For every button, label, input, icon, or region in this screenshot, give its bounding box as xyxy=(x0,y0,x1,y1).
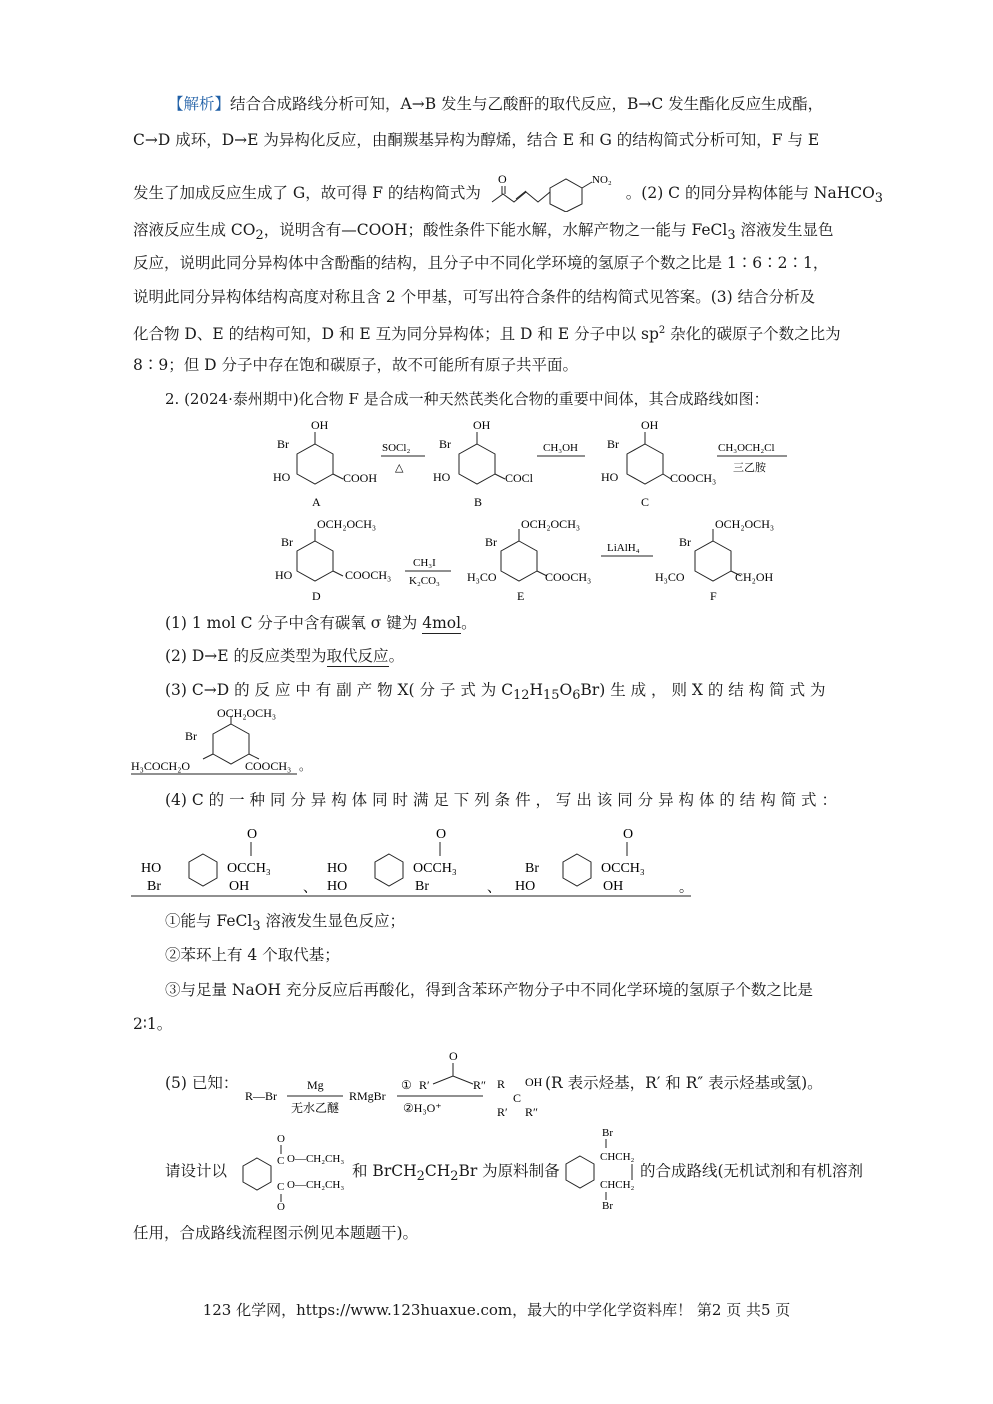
svg-text:H₃COCH₂O: H₃COCH₂O xyxy=(131,759,191,773)
svg-text:、: 、 xyxy=(303,881,317,896)
analysis-line-5: 反应，说明此同分异构体中含酚酯的结构，且分子中不同化学环境的氢原子个数之比是 1∶6∶2∶1， xyxy=(133,254,829,272)
svg-text:OH: OH xyxy=(229,879,250,894)
q2-part5-design-b: 和 $BrCH_2CH_2Br$ 为原料制备 xyxy=(352,1162,560,1185)
q2-part1: (1) 1 mol C 分子中含有碳氧 σ 键为 4mol。 xyxy=(165,614,477,632)
svg-text:O: O xyxy=(247,827,258,842)
svg-text:CHCH₂: CHCH₂ xyxy=(600,1151,635,1163)
svg-text:O—CH₂CH₃: O—CH₂CH₃ xyxy=(287,1179,345,1191)
svg-text:C: C xyxy=(641,495,650,509)
q2-part3: (3) C→D 的 反 应 中 有 副 产 物 X( 分 子 式 为 $C_{12}H_{15}O_6Br$) 生 成 ， 则 X 的 结 构 简 式 为 xyxy=(165,681,826,704)
target-structure xyxy=(562,1126,652,1210)
svg-text:OCH₂OCH₃: OCH₂OCH₃ xyxy=(521,517,581,531)
svg-text:CH₃I: CH₃I xyxy=(413,557,436,569)
svg-text:HO: HO xyxy=(433,470,451,484)
compound-e xyxy=(467,517,591,603)
svg-text:Br: Br xyxy=(607,437,619,451)
isomer-1 xyxy=(141,827,271,894)
svg-text:R: R xyxy=(497,1077,506,1091)
svg-text:R′: R′ xyxy=(419,1078,430,1092)
svg-text:HO: HO xyxy=(515,879,536,894)
q2-part5-label: (5) 已知： xyxy=(165,1074,239,1092)
compound-f xyxy=(655,517,774,603)
known-grignard-reaction xyxy=(245,1048,545,1118)
svg-text:OCCH₃: OCCH₃ xyxy=(227,861,271,876)
svg-text:Br: Br xyxy=(602,1200,613,1210)
svg-text:CH₂OH: CH₂OH xyxy=(735,570,774,584)
compound-a xyxy=(273,418,377,509)
svg-text:OH: OH xyxy=(603,879,624,894)
svg-text:R′: R′ xyxy=(497,1105,508,1118)
svg-text:Br: Br xyxy=(281,535,293,549)
svg-text:①: ① xyxy=(401,1078,412,1092)
svg-text:H₃CO: H₃CO xyxy=(467,570,497,584)
isomer-2 xyxy=(327,827,457,894)
svg-text:O: O xyxy=(449,1049,458,1063)
svg-text:HO: HO xyxy=(275,568,293,582)
svg-text:B: B xyxy=(474,495,483,509)
svg-text:OH: OH xyxy=(311,418,329,432)
svg-text:C: C xyxy=(513,1091,522,1105)
analysis-line-4: 溶液反应生成 $CO_2$，说明含有—COOH；酸性条件下能水解，水解产物之一能与 FeCl$_3$ 溶液发生显色 xyxy=(133,221,834,244)
svg-text:COCl: COCl xyxy=(505,471,534,485)
answer-3-structure-x xyxy=(131,708,331,776)
svg-text:NO₂: NO₂ xyxy=(591,174,612,186)
svg-text:HO: HO xyxy=(327,879,348,894)
svg-text:OH: OH xyxy=(473,418,491,432)
svg-text:O: O xyxy=(497,172,507,186)
analysis-line-3: 发生了加成反应生成了 G，故可得 F 的结构简式为 O NO₂ 。(2) C 的同分异构体能与 NaHCO$_3$ xyxy=(133,172,868,212)
compound-b xyxy=(433,418,534,509)
q2-part2: (2) D→E 的反应类型为取代反应。 xyxy=(165,647,405,665)
isomer-3 xyxy=(515,827,645,894)
svg-text:E: E xyxy=(517,589,525,603)
svg-text:△: △ xyxy=(395,462,404,474)
svg-text:Br: Br xyxy=(439,437,451,451)
condition-2: ②苯环上有 4 个取代基； xyxy=(165,946,340,964)
diester-structure xyxy=(235,1128,355,1212)
svg-text:。: 。 xyxy=(299,759,312,773)
synthesis-scheme xyxy=(255,416,815,606)
svg-text:HO: HO xyxy=(601,470,619,484)
svg-text:②H₃O⁺: ②H₃O⁺ xyxy=(403,1101,442,1115)
condition-3: ③与足量 NaOH 充分反应后再酸化，得到含苯环产物分子中不同化学环境的氢原子个数之比是 xyxy=(165,981,813,999)
svg-text:F: F xyxy=(710,589,717,603)
q2-part5-design-c: 的合成路线(无机试剂和有机溶剂 xyxy=(640,1162,864,1180)
analysis-line-1: 【解析】结合合成路线分析可知，A→B 发生与乙酸酐的取代反应，B→C 发生酯化反应生成酯， xyxy=(168,95,824,113)
svg-text:OH: OH xyxy=(641,418,659,432)
svg-text:O: O xyxy=(436,827,447,842)
answer-1: 4mol xyxy=(422,614,462,632)
svg-text:K₂CO₃: K₂CO₃ xyxy=(409,575,440,587)
svg-text:OCH₂OCH₃: OCH₂OCH₃ xyxy=(217,708,277,720)
svg-text:D: D xyxy=(312,589,321,603)
svg-text:OCCH₃: OCCH₃ xyxy=(601,861,645,876)
svg-text:A: A xyxy=(312,495,321,509)
svg-text:O: O xyxy=(277,1133,285,1145)
svg-text:COOH: COOH xyxy=(343,471,378,485)
known-note: (R 表示烃基，R′ 和 R″ 表示烃基或氢)。 xyxy=(545,1074,823,1092)
svg-text:HO: HO xyxy=(273,470,291,484)
svg-text:HO: HO xyxy=(327,861,348,876)
svg-text:Br: Br xyxy=(185,729,197,743)
svg-text:。: 。 xyxy=(679,881,693,896)
svg-text:三乙胺: 三乙胺 xyxy=(733,462,766,474)
svg-text:R″: R″ xyxy=(473,1078,487,1092)
svg-text:H₃CO: H₃CO xyxy=(655,570,685,584)
q2-part4: (4) C 的 一 种 同 分 异 构 体 同 时 满 足 下 列 条 件 ， 写 出 该 同 分 异 构 体 的 结 构 简 式 ： xyxy=(165,791,837,809)
svg-text:COOCH₃: COOCH₃ xyxy=(545,570,592,584)
svg-text:R—Br: R—Br xyxy=(245,1089,278,1103)
svg-text:LiAlH₄: LiAlH₄ xyxy=(607,542,640,554)
answer-2: 取代反应 xyxy=(326,647,389,665)
svg-text:COOCH₃: COOCH₃ xyxy=(245,759,292,773)
compound-d xyxy=(275,517,391,603)
compound-c xyxy=(601,418,716,509)
svg-text:Br: Br xyxy=(147,879,161,894)
svg-text:无水乙醚: 无水乙醚 xyxy=(291,1101,340,1115)
analysis-line-8: 8∶9；但 D 分子中存在饱和碳原子，故不可能所有原子共平面。 xyxy=(133,356,579,374)
svg-text:CHCH₂: CHCH₂ xyxy=(600,1179,635,1191)
svg-text:CH₃OCH₂Cl: CH₃OCH₂Cl xyxy=(718,442,775,454)
svg-text:C: C xyxy=(277,1155,285,1167)
svg-text:OCCH₃: OCCH₃ xyxy=(413,861,457,876)
analysis-line-6: 说明此同分异构体结构高度对称且含 2 个甲基，可写出符合条件的结构简式见答案。(3) 结合分析及 xyxy=(133,288,816,306)
svg-text:Br: Br xyxy=(485,535,497,549)
svg-text:COOCH₃: COOCH₃ xyxy=(345,568,392,582)
svg-text:Br: Br xyxy=(415,879,429,894)
svg-text:O: O xyxy=(623,827,634,842)
condition-3-cont: 2∶1。 xyxy=(133,1015,173,1033)
svg-text:CH₃OH: CH₃OH xyxy=(543,442,579,454)
svg-text:O: O xyxy=(277,1201,285,1212)
svg-text:OCH₂OCH₃: OCH₂OCH₃ xyxy=(715,517,775,531)
svg-text:Br: Br xyxy=(525,861,539,876)
svg-text:O—CH₂CH₃: O—CH₂CH₃ xyxy=(287,1153,345,1165)
q2-part5-design-a: 请设计以 xyxy=(165,1162,228,1180)
answer-4-isomers xyxy=(131,820,731,900)
svg-text:Mg: Mg xyxy=(307,1078,324,1092)
svg-text:Br: Br xyxy=(679,535,691,549)
page-footer: 123 化学网，https://www.123huaxue.com，最大的中学化学资料库！ 第2 页 共5 页 xyxy=(202,1301,791,1319)
structure-f-inline xyxy=(486,172,621,212)
analysis-line-7: 化合物 D、E 的结构可知，D 和 E 互为同分异构体；且 D 和 E 分子中以 $sp^2$ 杂化的碳原子个数之比为 xyxy=(133,325,841,344)
svg-text:OCH₂OCH₃: OCH₂OCH₃ xyxy=(317,517,377,531)
svg-text:HO: HO xyxy=(141,861,162,876)
svg-text:COOCH₃: COOCH₃ xyxy=(670,471,717,485)
q2-intro: 2. (2024·泰州期中)化合物 F 是合成一种天然芪类化合物的重要中间体，其合成路线如图： xyxy=(165,390,769,408)
svg-text:OH: OH xyxy=(525,1075,543,1089)
analysis-line-2: C→D 成环，D→E 为异构化反应，由酮羰基异构为醇烯，结合 E 和 G 的结构简式分析可知，F 与 E xyxy=(133,131,820,149)
svg-text:R″: R″ xyxy=(525,1105,539,1118)
analysis-label: 【解析】 xyxy=(168,95,231,113)
condition-1: ①能与 FeCl$_3$ 溶液发生显色反应； xyxy=(165,912,405,935)
svg-text:C: C xyxy=(277,1181,285,1193)
svg-text:RMgBr: RMgBr xyxy=(349,1089,386,1103)
svg-text:Br: Br xyxy=(602,1127,613,1139)
svg-text:SOCl₂: SOCl₂ xyxy=(382,442,411,454)
q2-part5-design-d: 任用，合成路线流程图示例见本题题干)。 xyxy=(133,1224,419,1242)
svg-text:、: 、 xyxy=(487,881,501,896)
svg-text:Br: Br xyxy=(277,437,289,451)
